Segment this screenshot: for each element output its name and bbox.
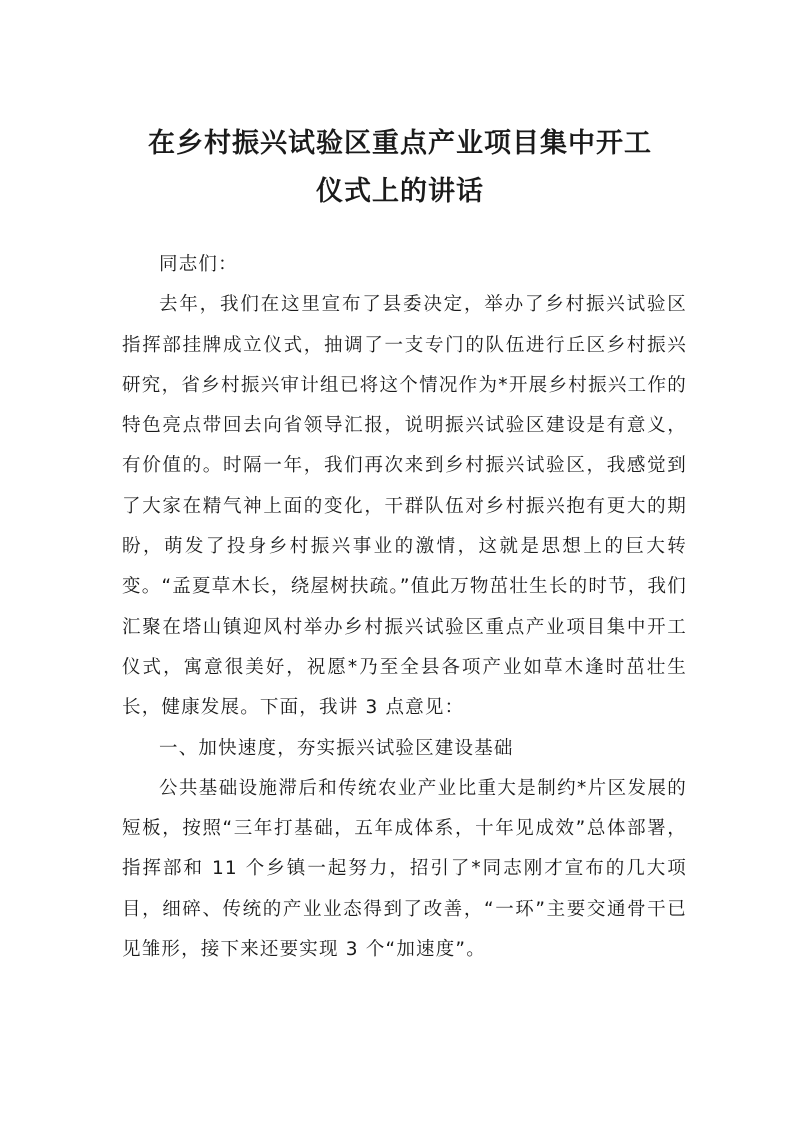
paragraph-intro: 去年，我们在这里宣布了县委决定，举办了乡村振兴试验区指挥部挂牌成立仪式，抽调了一支专门的队伍进行丘区乡村振兴研究，省乡村振兴审计组已将这个情况作为*开展乡村振兴工作的特色亮点带回去向省领导汇报，说明振兴试验区建设是有意义，有价值的。时隔一年，我们再次来到乡村振兴试验区，我感觉到了大家在精气神上面的变化，干群队伍对乡村振兴抱有更大的期盼，萌发了投身乡村振兴事业的激情，这就是思想上的巨大转变。“孟夏草木长，绕屋树扶疏。”值此万物茁壮生长的时节，我们汇聚在塔山镇迎风村举办乡村振兴试验区重点产业项目集中开工仪式，寓意很美好，祝愿*乃至全县各项产业如草木逢时茁壮生长，健康发展。下面，我讲 3 点意见： bbox=[122, 294, 687, 719]
paragraph-section-1: 公共基础设施滞后和传统农业产业比重大是制约*片区发展的短板，按照“三年打基础，五年成体系，十年见成效”总体部署，指挥部和 11 个乡镇一起努力，招引了*同志刚才宣布的几大项目，细碎、传统的产业业态得到了改善，“一环”主要交通骨干已见雏形，接下来还要实现 3 个“加速度”。 bbox=[122, 777, 687, 961]
salutation: 同志们： bbox=[159, 254, 238, 275]
title-line-2: 仪式上的讲话 bbox=[316, 176, 484, 207]
title-line-1: 在乡村振兴试验区重点产业项目集中开工 bbox=[148, 128, 652, 159]
document-title bbox=[100, 120, 700, 216]
document-body bbox=[122, 245, 687, 970]
section-heading-1: 一、加快速度，夯实振兴试验区建设基础 bbox=[159, 737, 514, 759]
